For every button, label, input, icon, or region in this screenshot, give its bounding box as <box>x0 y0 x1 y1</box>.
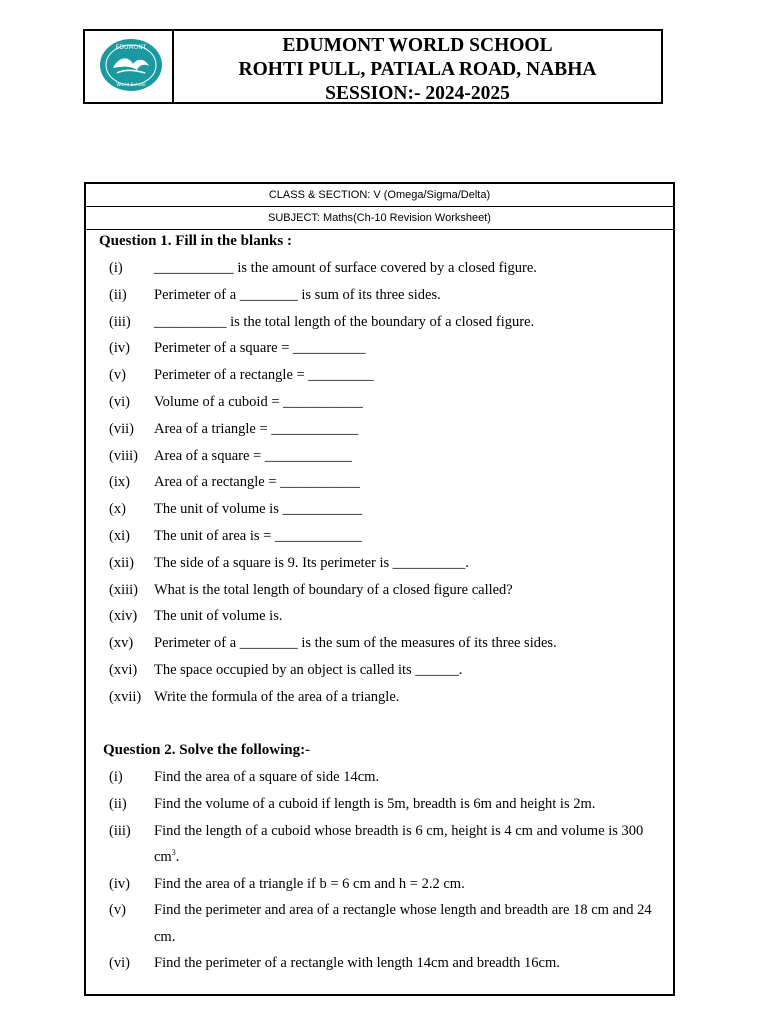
list-item <box>86 630 673 657</box>
school-logo <box>99 36 163 94</box>
list-item <box>86 416 673 443</box>
item-text: Area of a triangle = ____________ <box>154 420 359 437</box>
item-text: Find the area of a triangle if b = 6 cm and h = 2.2 cm. <box>154 875 465 892</box>
item-number: (i) <box>109 769 123 785</box>
list-item <box>86 871 673 898</box>
item-number: (iii) <box>109 313 131 330</box>
question2-heading: Question 2. Solve the following:- <box>103 742 311 758</box>
question1-list <box>86 255 673 711</box>
item-number: (xvii) <box>109 688 142 705</box>
item-text: Find the length of a cuboid whose breadth is 6 cm, height is 4 cm and volume is 300 cm <box>154 822 644 866</box>
item-text: The unit of volume is ___________ <box>154 501 363 518</box>
superscript: 3 <box>171 848 176 858</box>
item-text: Perimeter of a ________ is the sum of the measures of its three sides. <box>154 635 557 652</box>
item-number: (iv) <box>109 340 130 357</box>
list-item <box>86 577 673 604</box>
class-section: CLASS & SECTION: V (Omega/Sigma/Delta) <box>86 184 673 207</box>
list-item <box>86 764 673 791</box>
list-item <box>86 684 673 711</box>
item-text: The unit of volume is. <box>154 608 283 625</box>
item-number: (ii) <box>109 795 127 812</box>
item-text: Volume of a cuboid = ___________ <box>154 393 363 410</box>
item-text: Perimeter of a ________ is sum of its three sides. <box>154 286 441 303</box>
list-item <box>86 523 673 550</box>
item-number: (xv) <box>109 635 134 652</box>
list-item <box>86 362 673 389</box>
item-text: The side of a square is 9. Its perimeter is __________. <box>154 554 469 571</box>
item-number: (v) <box>109 367 126 384</box>
list-item <box>86 657 673 684</box>
item-number: (xi) <box>109 527 130 544</box>
item-number: (xiv) <box>109 608 138 625</box>
item-number: (iii) <box>109 822 131 839</box>
item-number: (vi) <box>109 955 130 972</box>
item-text: The unit of area is = ____________ <box>154 527 362 544</box>
school-address: ROHTI PULL, PATIALA ROAD, NABHA <box>238 59 597 80</box>
item-number: (ix) <box>109 474 130 491</box>
list-item <box>86 818 673 871</box>
item-number: (vi) <box>109 393 130 410</box>
school-name: EDUMONT WORLD SCHOOL <box>282 35 553 56</box>
item-text-wrapper <box>154 818 669 871</box>
item-number: (viii) <box>109 447 138 464</box>
item-text: Write the formula of the area of a triangle. <box>154 688 400 705</box>
item-text: Area of a rectangle = ___________ <box>154 474 360 491</box>
item-number: (v) <box>109 902 126 919</box>
item-text: __________ is the total length of the boundary of a closed figure. <box>154 313 535 330</box>
item-number: (xii) <box>109 554 134 571</box>
item-number: (iv) <box>109 875 130 892</box>
item-text-tail: . <box>175 849 180 866</box>
item-text: The space occupied by an object is called its ______. <box>154 661 463 678</box>
list-item <box>86 282 673 309</box>
item-text: Find the perimeter and area of a rectangle whose length and breadth are 18 cm and 24 cm. <box>154 902 652 945</box>
item-number: (i) <box>109 260 123 276</box>
list-item <box>86 897 673 950</box>
item-text: Perimeter of a rectangle = _________ <box>154 367 374 384</box>
item-text: Find the volume of a cuboid if length is 5m, breadth is 6m and height is 2m. <box>154 795 596 812</box>
worksheet <box>84 182 675 996</box>
item-number: (ii) <box>109 286 127 303</box>
item-text: What is the total length of boundary of a closed figure called? <box>154 581 513 598</box>
item-text: Perimeter of a square = __________ <box>154 340 366 357</box>
list-item <box>86 469 673 496</box>
list-item <box>86 950 673 977</box>
list-item <box>86 791 673 818</box>
question1-heading: Question 1. Fill in the blanks : <box>99 233 292 249</box>
item-text: ___________ is the amount of surface covered by a closed figure. <box>154 260 537 276</box>
school-header <box>83 29 663 104</box>
question2-list <box>86 764 673 977</box>
item-text: Area of a square = ____________ <box>154 447 352 464</box>
logo-cell <box>85 31 174 102</box>
subject-line: SUBJECT: Maths(Ch-10 Revision Worksheet) <box>86 207 673 230</box>
item-number: (xiii) <box>109 581 138 598</box>
item-number: (x) <box>109 501 126 518</box>
list-item <box>86 550 673 577</box>
item-text: Find the perimeter of a rectangle with length 14cm and breadth 16cm. <box>154 955 560 972</box>
session-label: SESSION:- 2024-2025 <box>325 83 510 104</box>
list-item <box>86 389 673 416</box>
list-item <box>86 443 673 470</box>
logo-subtext: World School <box>116 83 146 88</box>
list-item <box>86 603 673 630</box>
item-number: (vii) <box>109 420 134 437</box>
logo-text: EDUMONT <box>115 44 147 51</box>
item-number: (xvi) <box>109 661 138 678</box>
list-item <box>86 496 673 523</box>
list-item <box>86 335 673 362</box>
item-text: Find the area of a square of side 14cm. <box>154 769 380 785</box>
list-item <box>86 309 673 336</box>
list-item <box>86 255 673 282</box>
